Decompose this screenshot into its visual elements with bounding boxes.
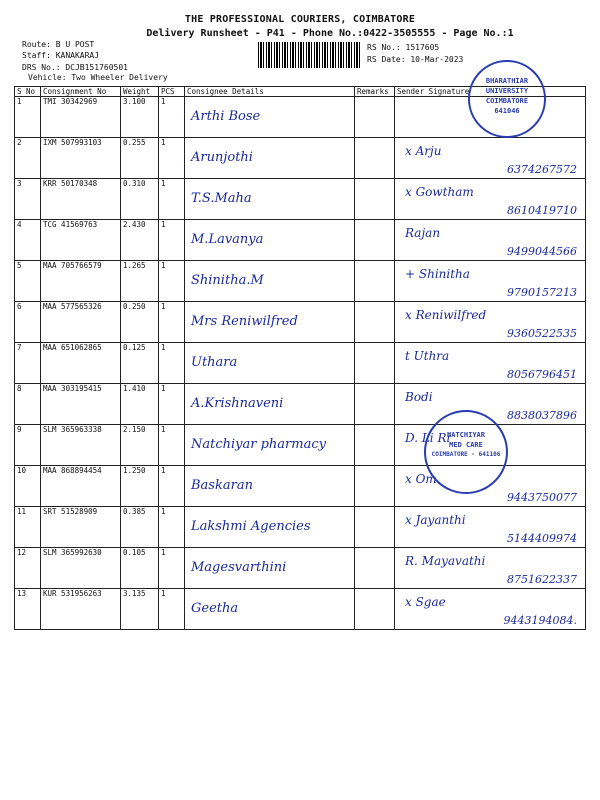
phone-number: 9499044566 bbox=[507, 245, 577, 258]
consignee-name: T.S.Maha bbox=[191, 191, 252, 206]
col-consignment: Consignment No bbox=[41, 87, 121, 97]
cell-consignment-no: KUR 531956263 bbox=[41, 589, 121, 630]
cell-signature bbox=[395, 548, 586, 589]
cell-consignment-no: TCG 41569763 bbox=[41, 220, 121, 261]
stamp-line: NATCHIYAR bbox=[447, 431, 485, 439]
cell-weight: 0.250 bbox=[121, 302, 159, 343]
stamp-line: MED CARE bbox=[449, 441, 483, 449]
signature: + Shinitha bbox=[405, 267, 470, 281]
cell-remarks bbox=[355, 589, 395, 630]
col-signature: Sender Signature bbox=[395, 87, 586, 97]
phone-number: 8056796451 bbox=[507, 368, 577, 381]
phone-number: 8610419710 bbox=[507, 204, 577, 217]
signature: R. Mayavathi bbox=[405, 554, 486, 568]
signature: D. Li Ri bbox=[405, 431, 451, 445]
cell-remarks bbox=[355, 220, 395, 261]
col-sno: S No bbox=[15, 87, 41, 97]
cell-remarks bbox=[355, 138, 395, 179]
cell-weight: 0.125 bbox=[121, 343, 159, 384]
cell-consignment-no: MAA 577565326 bbox=[41, 302, 121, 343]
table-row bbox=[15, 138, 586, 179]
cell-weight: 1.410 bbox=[121, 384, 159, 425]
cell-consignee bbox=[185, 302, 355, 343]
phone-number: 9790157213 bbox=[507, 286, 577, 299]
table-row bbox=[15, 220, 586, 261]
cell-sno: 9 bbox=[15, 425, 41, 466]
cell-remarks bbox=[355, 548, 395, 589]
col-weight: Weight bbox=[121, 87, 159, 97]
signature: x Arju bbox=[405, 144, 442, 158]
consignee-name: Baskaran bbox=[191, 478, 253, 493]
cell-pcs: 1 bbox=[159, 220, 185, 261]
consignee-name: Lakshmi Agencies bbox=[191, 519, 311, 534]
cell-weight: 0.310 bbox=[121, 179, 159, 220]
cell-consignment-no: TMI 30342969 bbox=[41, 97, 121, 138]
cell-weight: 1.265 bbox=[121, 261, 159, 302]
barcode bbox=[258, 42, 362, 68]
cell-signature bbox=[395, 343, 586, 384]
cell-weight: 2.430 bbox=[121, 220, 159, 261]
col-consignee: Consignee Details bbox=[185, 87, 355, 97]
table-row bbox=[15, 179, 586, 220]
cell-consignee bbox=[185, 179, 355, 220]
cell-weight: 0.385 bbox=[121, 507, 159, 548]
cell-pcs: 1 bbox=[159, 138, 185, 179]
cell-consignment-no: MAA 651062865 bbox=[41, 343, 121, 384]
consignee-name: Mrs Reniwilfred bbox=[191, 314, 298, 329]
runsheet-table bbox=[14, 86, 586, 630]
cell-signature bbox=[395, 507, 586, 548]
cell-signature bbox=[395, 179, 586, 220]
cell-remarks bbox=[355, 97, 395, 138]
table-row bbox=[15, 589, 586, 630]
cell-consignment-no: SLM 365963338 bbox=[41, 425, 121, 466]
cell-consignment-no: IXM 507993103 bbox=[41, 138, 121, 179]
cell-pcs: 1 bbox=[159, 384, 185, 425]
cell-pcs: 1 bbox=[159, 261, 185, 302]
cell-sno: 5 bbox=[15, 261, 41, 302]
cell-consignment-no: MAA 705766579 bbox=[41, 261, 121, 302]
cell-consignment-no: SLM 365992630 bbox=[41, 548, 121, 589]
cell-remarks bbox=[355, 261, 395, 302]
cell-weight: 3.100 bbox=[121, 97, 159, 138]
consignee-name: Arthi Bose bbox=[191, 109, 261, 124]
table-row bbox=[15, 302, 586, 343]
runsheet-subtitle: Delivery Runsheet - P41 - Phone No.:0422-3505555 - Page No.:1 bbox=[146, 28, 514, 39]
cell-consignee bbox=[185, 138, 355, 179]
col-pcs: PCS bbox=[159, 87, 185, 97]
university-stamp bbox=[468, 60, 546, 138]
table-row bbox=[15, 343, 586, 384]
cell-consignee bbox=[185, 589, 355, 630]
table-row bbox=[15, 507, 586, 548]
stamp-line: COIMBATORE bbox=[485, 97, 529, 105]
phone-number: 5144409974 bbox=[507, 532, 577, 545]
signature: t Uthra bbox=[405, 349, 450, 363]
signature: x Om bbox=[405, 472, 437, 486]
cell-sno: 7 bbox=[15, 343, 41, 384]
consignee-name: Geetha bbox=[191, 601, 239, 616]
cell-consignee bbox=[185, 261, 355, 302]
cell-pcs: 1 bbox=[159, 425, 185, 466]
cell-remarks bbox=[355, 466, 395, 507]
stamp-line: COIMBATORE - 641106 bbox=[431, 451, 501, 458]
vehicle: Vehicle: Two Wheeler Delivery bbox=[28, 73, 168, 82]
cell-pcs: 1 bbox=[159, 548, 185, 589]
staff: Staff: KANAKARAJ bbox=[22, 51, 100, 60]
consignee-name: Natchiyar pharmacy bbox=[191, 437, 326, 452]
cell-consignee bbox=[185, 548, 355, 589]
phone-number: 8838037896 bbox=[507, 409, 577, 422]
cell-consignment-no: SRT 51528909 bbox=[41, 507, 121, 548]
table-row bbox=[15, 548, 586, 589]
cell-remarks bbox=[355, 507, 395, 548]
cell-consignment-no: KRR 50170348 bbox=[41, 179, 121, 220]
cell-sno: 10 bbox=[15, 466, 41, 507]
stamp-line: UNIVERSITY bbox=[485, 87, 529, 95]
cell-consignment-no: MAA 868894454 bbox=[41, 466, 121, 507]
cell-sno: 12 bbox=[15, 548, 41, 589]
cell-weight: 2.150 bbox=[121, 425, 159, 466]
phone-number: 6374267572 bbox=[507, 163, 577, 176]
cell-sno: 3 bbox=[15, 179, 41, 220]
page-title: THE PROFESSIONAL COURIERS, COIMBATORE bbox=[184, 14, 416, 25]
cell-weight: 0.105 bbox=[121, 548, 159, 589]
cell-consignee bbox=[185, 425, 355, 466]
phone-number: 9360522535 bbox=[507, 327, 577, 340]
table-row bbox=[15, 261, 586, 302]
phone-number: 9443750077 bbox=[507, 491, 577, 504]
consignee-name: M.Lavanya bbox=[191, 232, 264, 247]
cell-sno: 1 bbox=[15, 97, 41, 138]
cell-remarks bbox=[355, 384, 395, 425]
pharmacy-stamp bbox=[424, 410, 508, 494]
signature: Bodi bbox=[405, 390, 433, 404]
consignee-name: Arunjothi bbox=[191, 150, 253, 165]
cell-remarks bbox=[355, 425, 395, 466]
cell-pcs: 1 bbox=[159, 179, 185, 220]
cell-signature bbox=[395, 302, 586, 343]
stamp-line: 641046 bbox=[494, 107, 520, 115]
consignee-name: Uthara bbox=[191, 355, 238, 370]
cell-pcs: 1 bbox=[159, 343, 185, 384]
cell-pcs: 1 bbox=[159, 302, 185, 343]
cell-sno: 2 bbox=[15, 138, 41, 179]
phone-number: 8751622337 bbox=[507, 573, 577, 586]
cell-consignment-no: MAA 303195415 bbox=[41, 384, 121, 425]
signature: Rajan bbox=[405, 226, 441, 240]
signature: x Reniwilfred bbox=[405, 308, 487, 322]
table-row bbox=[15, 384, 586, 425]
consignee-name: Magesvarthini bbox=[191, 560, 287, 575]
consignee-name: A.Krishnaveni bbox=[191, 396, 284, 411]
signature: x Sgae bbox=[405, 595, 446, 609]
cell-weight: 1.250 bbox=[121, 466, 159, 507]
route: Route: B U POST bbox=[22, 40, 95, 49]
phone-number: 9443194084. bbox=[503, 614, 577, 627]
cell-consignee bbox=[185, 466, 355, 507]
cell-signature bbox=[395, 589, 586, 630]
signature: x Jayanthi bbox=[405, 513, 466, 527]
signature: x Gowtham bbox=[405, 185, 474, 199]
cell-sno: 11 bbox=[15, 507, 41, 548]
cell-consignee bbox=[185, 384, 355, 425]
cell-sno: 4 bbox=[15, 220, 41, 261]
cell-pcs: 1 bbox=[159, 507, 185, 548]
cell-signature bbox=[395, 138, 586, 179]
cell-sno: 13 bbox=[15, 589, 41, 630]
cell-weight: 3.135 bbox=[121, 589, 159, 630]
cell-consignee bbox=[185, 220, 355, 261]
col-remarks: Remarks bbox=[355, 87, 395, 97]
consignee-name: Shinitha.M bbox=[191, 273, 264, 288]
cell-pcs: 1 bbox=[159, 589, 185, 630]
cell-consignee bbox=[185, 507, 355, 548]
drs-number: DRS No.: DCJB151760501 bbox=[22, 63, 128, 72]
cell-consignee bbox=[185, 343, 355, 384]
cell-consignee bbox=[185, 97, 355, 138]
cell-signature bbox=[395, 220, 586, 261]
cell-pcs: 1 bbox=[159, 466, 185, 507]
cell-sno: 6 bbox=[15, 302, 41, 343]
cell-sno: 8 bbox=[15, 384, 41, 425]
rs-number: RS No.: 1517605 bbox=[367, 43, 440, 52]
stamp-line: BHARATHIAR bbox=[485, 77, 529, 85]
cell-remarks bbox=[355, 179, 395, 220]
cell-signature bbox=[395, 261, 586, 302]
cell-weight: 0.255 bbox=[121, 138, 159, 179]
cell-remarks bbox=[355, 343, 395, 384]
cell-remarks bbox=[355, 302, 395, 343]
cell-pcs: 1 bbox=[159, 97, 185, 138]
rs-date: RS Date: 10-Mar-2023 bbox=[367, 55, 464, 64]
